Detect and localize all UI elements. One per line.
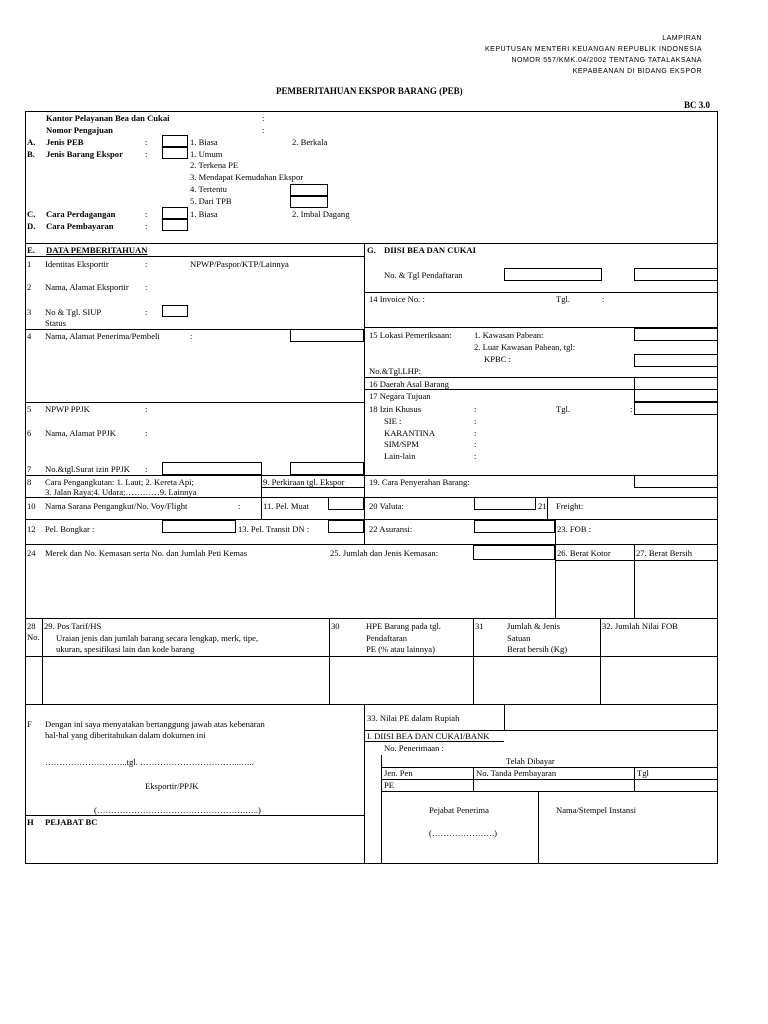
f31-line-1: Jumlah & Jenis <box>507 621 560 631</box>
payment-row-mid <box>381 779 718 780</box>
i-title: I. DIISI BEA DAN CUKAI/BANK <box>367 731 490 741</box>
f28-no: No. <box>27 632 40 642</box>
nomor-colon: : <box>262 125 265 135</box>
f19-label: 19. Cara Penyerahan Barang: <box>369 477 470 487</box>
f4-colon: : <box>190 331 193 341</box>
f27-label: 27. Berat Bersih <box>636 548 693 558</box>
f31-line-3: Berat bersih (Kg) <box>507 644 568 654</box>
f26-underline <box>555 560 718 561</box>
f26-label: 26. Berat Kotor <box>557 548 611 558</box>
f18-simspm-colon: : <box>474 439 477 449</box>
f26-split <box>555 544 556 618</box>
f28-num: 28 <box>27 621 36 631</box>
no-tanda: No. Tanda Pembayaran <box>476 768 557 778</box>
f17-box[interactable] <box>634 389 718 402</box>
f33-split <box>504 704 505 730</box>
f20-label: 20 Valuta: <box>369 501 404 511</box>
f1-opts: NPWP/Paspor/KTP/Lainnya <box>190 259 289 269</box>
f15-box-2[interactable] <box>634 354 718 367</box>
f7-num: 7 <box>27 464 32 474</box>
pejabat-name-line: (………………….) <box>429 828 498 838</box>
jenis-barang-opt-2: 2. Terkena PE <box>190 160 239 170</box>
divider-f24 <box>25 544 718 545</box>
form-code: BC 3.0 <box>684 100 711 110</box>
f5-colon: : <box>145 404 148 414</box>
mid-split-lower <box>364 704 365 864</box>
f7-colon: : <box>145 464 148 474</box>
col-31-split <box>473 618 474 704</box>
f14-colon: : <box>602 294 605 304</box>
freight-label: Freight: <box>556 501 584 511</box>
f18-tgl-colon: : <box>630 404 633 414</box>
f-name-line: (…………………………………………….…..) <box>94 805 261 815</box>
divider-f8 <box>25 475 718 476</box>
f18-simspm: SIM/SPM <box>384 439 419 449</box>
tpb-box[interactable] <box>290 196 328 208</box>
telah-dibayar: Telah Dibayar <box>506 756 555 766</box>
f9-underline <box>261 487 364 488</box>
cara-pembayaran-label: Cara Pembayaran <box>46 221 114 231</box>
col-30-split <box>329 618 330 704</box>
g-letter: G. <box>367 245 376 255</box>
header-line-2: KEPUTUSAN MENTERI KEUANGAN REPUBLIK INDONESIA <box>485 46 702 53</box>
f1-num: 1 <box>27 259 32 269</box>
mid-split-upper <box>364 243 365 544</box>
f10-split <box>261 497 262 519</box>
f18-label: 18 Izin Khusus <box>369 404 422 414</box>
f18-sie-colon: : <box>474 416 477 426</box>
f12-box[interactable] <box>162 520 236 533</box>
f15-opt-2: 2. Luar Kawasan Pabean, tgl: <box>474 342 576 352</box>
f23-split <box>555 519 556 544</box>
header-line-4: KEPABEANAN DI BIDANG EKSPOR <box>572 68 702 75</box>
e-title <box>46 245 147 255</box>
f1-label: Identitas Eksportir <box>45 259 109 269</box>
f15-box-1[interactable] <box>634 328 718 341</box>
jenis-barang-opt-4: 4. Tertentu <box>190 184 227 194</box>
f31-line-2: Satuan <box>507 633 531 643</box>
f30-line-3: PE (% atau lainnya) <box>366 644 435 654</box>
f24-num: 24 <box>27 548 36 558</box>
f14-tgl: Tgl. <box>556 294 571 304</box>
f-line-1: Dengan ini saya menyatakan bertanggung jawab atas kebenaran <box>45 719 265 729</box>
e-title-text: DATA PEMBERITAHUAN <box>46 245 148 255</box>
f1-colon: : <box>145 259 148 269</box>
g-nodaftar: No. & Tgl Pendaftaran <box>384 270 463 280</box>
f17-label: 17 Negara Tujuan <box>369 391 431 401</box>
a-letter: A. <box>27 137 36 147</box>
f4-label: Nama, Alamat Penerima/Pembeli <box>45 331 160 341</box>
jenis-barang-opt-1: 1. Umum <box>190 149 223 159</box>
f32-label: 32. Jumlah Nilai FOB <box>602 621 678 631</box>
f3-status: Status <box>45 318 67 328</box>
f4-box[interactable] <box>290 329 364 342</box>
f13-label: 13. Pel. Transit DN : <box>238 524 310 534</box>
header-line-3: NOMOR 557/KMK.04/2002 TENTANG TATALAKSANA <box>511 57 702 64</box>
f29-label: 29. Pos Tarif/HS <box>44 621 102 631</box>
f8-line-1: Cara Pengangkutan: 1. Laut; 2. Kereta Api; <box>45 477 194 487</box>
f-date-line: ………………………..tgl. ……………………………...….. <box>45 757 254 767</box>
f7-box-2[interactable] <box>290 462 364 475</box>
payment-tgl: Tgl <box>637 768 649 778</box>
d-colon: : <box>145 221 148 231</box>
divider-f10 <box>25 497 718 498</box>
i-underline <box>364 741 504 742</box>
divider-f14 <box>364 292 718 293</box>
f5-label: NPWP PPJK <box>45 404 90 414</box>
f6-colon: : <box>145 428 148 438</box>
f18-tgl: Tgl. <box>556 404 571 414</box>
f9-label: 9. Perkiraan tgl. Ekspor <box>263 477 345 487</box>
e-divider <box>25 256 364 257</box>
payment-row-bottom <box>381 791 718 792</box>
f30-num: 30 <box>331 621 340 631</box>
f29-desc-2: ukuran, spesifikasi lain dan kode barang <box>56 644 195 654</box>
f11-label: 11. Pel. Muat <box>263 501 309 511</box>
f19-box[interactable] <box>634 475 718 488</box>
f8-split <box>261 475 262 497</box>
f24-label: Merek dan No. Kemasan serta No. dan Jumlah Peti Kemas <box>45 548 248 558</box>
f29-desc-1: Uraian jenis dan jumlah barang secara lengkap, merk, tipe, <box>56 633 259 643</box>
divider-bottom <box>25 704 718 705</box>
jenis-peb-label: Jenis PEB <box>46 137 84 147</box>
b-colon: : <box>145 149 148 159</box>
divider-f28 <box>25 618 718 619</box>
f2-num: 2 <box>27 282 32 292</box>
f18-sie: SIE : <box>384 416 402 426</box>
divider-f12 <box>25 519 718 520</box>
f16-label: 16 Daerah Asal Barang <box>369 379 449 389</box>
g-nodaftar-box[interactable] <box>504 268 602 281</box>
f21-split <box>547 497 548 519</box>
f3-box[interactable] <box>162 305 188 317</box>
f27-split <box>634 544 635 618</box>
kantor-colon: : <box>262 113 265 123</box>
f3-colon: : <box>145 307 148 317</box>
f2-colon: : <box>145 282 148 292</box>
f13-box[interactable] <box>328 520 364 533</box>
jenis-barang-box[interactable] <box>162 147 188 159</box>
pejabat-penerima: Pejabat Penerima <box>429 805 489 815</box>
f30-line-1: HPE Barang pada tgl. <box>366 621 441 631</box>
form-title: PEMBERITAHUAN EKSPOR BARANG (PEB) <box>276 86 463 96</box>
f21-label: 21 <box>538 501 547 511</box>
jenis-barang-opt-5: 5. Dari TPB <box>190 196 232 206</box>
jenis-barang-opt-3: 3. Mendapat Kemudahan Ekspor <box>190 172 304 182</box>
f33-label: 33. Nilai PE dalam Rupiah <box>367 713 460 723</box>
f18-lain-colon: : <box>474 451 477 461</box>
f3-num: 3 <box>27 307 32 317</box>
f-line-2: hal-hal yang diberitahukan dalam dokumen ini <box>45 730 206 740</box>
f11-box[interactable] <box>328 497 364 510</box>
lhp-label: No.&Tgl.LHP: <box>369 366 422 376</box>
f12-label: Pel. Bongkar : <box>45 524 95 534</box>
cara-perdagangan-box[interactable] <box>162 207 188 219</box>
pe-label: PE <box>384 780 395 790</box>
a-colon: : <box>145 137 148 147</box>
f8-num: 8 <box>27 477 32 487</box>
f12-num: 12 <box>27 524 36 534</box>
f-sign-label: Eksportir/PPJK <box>145 781 199 791</box>
f15-label: 15 Lokasi Pemeriksaan: <box>369 330 452 340</box>
f5-num: 5 <box>27 404 32 414</box>
jenis-peb-opt-2: 2. Berkala <box>292 137 328 147</box>
jenis-peb-box[interactable] <box>162 135 188 147</box>
f7-box-1[interactable] <box>162 462 262 475</box>
cara-perdagangan-opt-1: 1. Biasa <box>190 209 218 219</box>
f18-lain: Lain-lain <box>384 451 416 461</box>
h-letter: H <box>27 817 34 827</box>
jenis-barang-label: Jenis Barang Ekspor <box>46 149 123 159</box>
f25-box[interactable] <box>473 545 555 560</box>
g-title: DIISI BEA DAN CUKAI <box>384 245 476 255</box>
g-tgl-box[interactable] <box>634 268 718 281</box>
goods-header-divider <box>25 656 718 657</box>
f22-box[interactable] <box>474 520 555 533</box>
f23-label: 23. FOB : <box>557 524 592 534</box>
f15-kpbc: KPBC : <box>484 354 511 364</box>
f31-num: 31 <box>475 621 484 631</box>
f18-karantina: KARANTINA <box>384 428 436 438</box>
f15-opt-1: 1. Kawasan Pabean: <box>474 330 544 340</box>
divider-top <box>25 243 718 244</box>
f18-box[interactable] <box>634 402 718 415</box>
col-32-split <box>600 618 601 704</box>
i-left-split <box>381 755 382 864</box>
f18-colon: : <box>474 404 477 414</box>
jen-pen: Jen. Pen <box>384 768 413 778</box>
cara-perdagangan-label: Cara Perdagangan <box>46 209 116 219</box>
f10-label: Nama Sarana Pengangkut/No. Voy/Flight <box>45 501 188 511</box>
divider-h <box>25 815 364 816</box>
f8-line-2: 3. Jalan Raya;4. Udara;…………9. Lainnya <box>45 487 197 497</box>
f14-label: 14 Invoice No. : <box>369 294 425 304</box>
nama-stempel: Nama/Stempel Instansi <box>556 805 636 815</box>
f18-karantina-colon: : <box>474 428 477 438</box>
f25-label: 25. Jumlah dan Jenis Kemasan: <box>330 548 439 558</box>
f4-num: 4 <box>27 331 32 341</box>
cara-perdagangan-opt-2: 2. Imbal Dagang <box>292 209 350 219</box>
divider-f5 <box>25 402 364 403</box>
f30-line-2: Pendaftaran <box>366 633 408 643</box>
f6-label: Nama, Alamat PPJK <box>45 428 116 438</box>
c-colon: : <box>145 209 148 219</box>
h-title: PEJABAT BC <box>45 817 98 827</box>
f3-label: No & Tgl. SIUP <box>45 307 102 317</box>
f7-label: No.&tgl.Surat izin PPJK <box>45 464 130 474</box>
header-line-1: LAMPIRAN <box>662 35 702 42</box>
f10-colon: : <box>238 501 241 511</box>
cara-pembayaran-box[interactable] <box>162 219 188 231</box>
tertentu-box[interactable] <box>290 184 328 196</box>
sign-split <box>538 791 539 864</box>
f6-num: 6 <box>27 428 32 438</box>
nomor-pengajuan-label: Nomor Pengajuan <box>46 125 113 135</box>
f2-label: Nama, Alamat Eksportir <box>45 282 129 292</box>
col-28-split <box>42 618 43 704</box>
kantor-label: Kantor Pelayanan Bea dan Cukai <box>46 113 170 123</box>
jenis-peb-opt-1: 1. Biasa <box>190 137 218 147</box>
f20-box[interactable] <box>474 497 536 510</box>
e-letter: E. <box>27 245 35 255</box>
d-letter: D. <box>27 221 36 231</box>
f22-label: 22 Asuransi: <box>369 524 413 534</box>
c-letter: C. <box>27 209 36 219</box>
f-letter: F <box>27 719 32 729</box>
b-letter: B. <box>27 149 35 159</box>
no-penerimaan: No. Penerimaan : <box>384 743 444 753</box>
f10-num: 10 <box>27 501 36 511</box>
